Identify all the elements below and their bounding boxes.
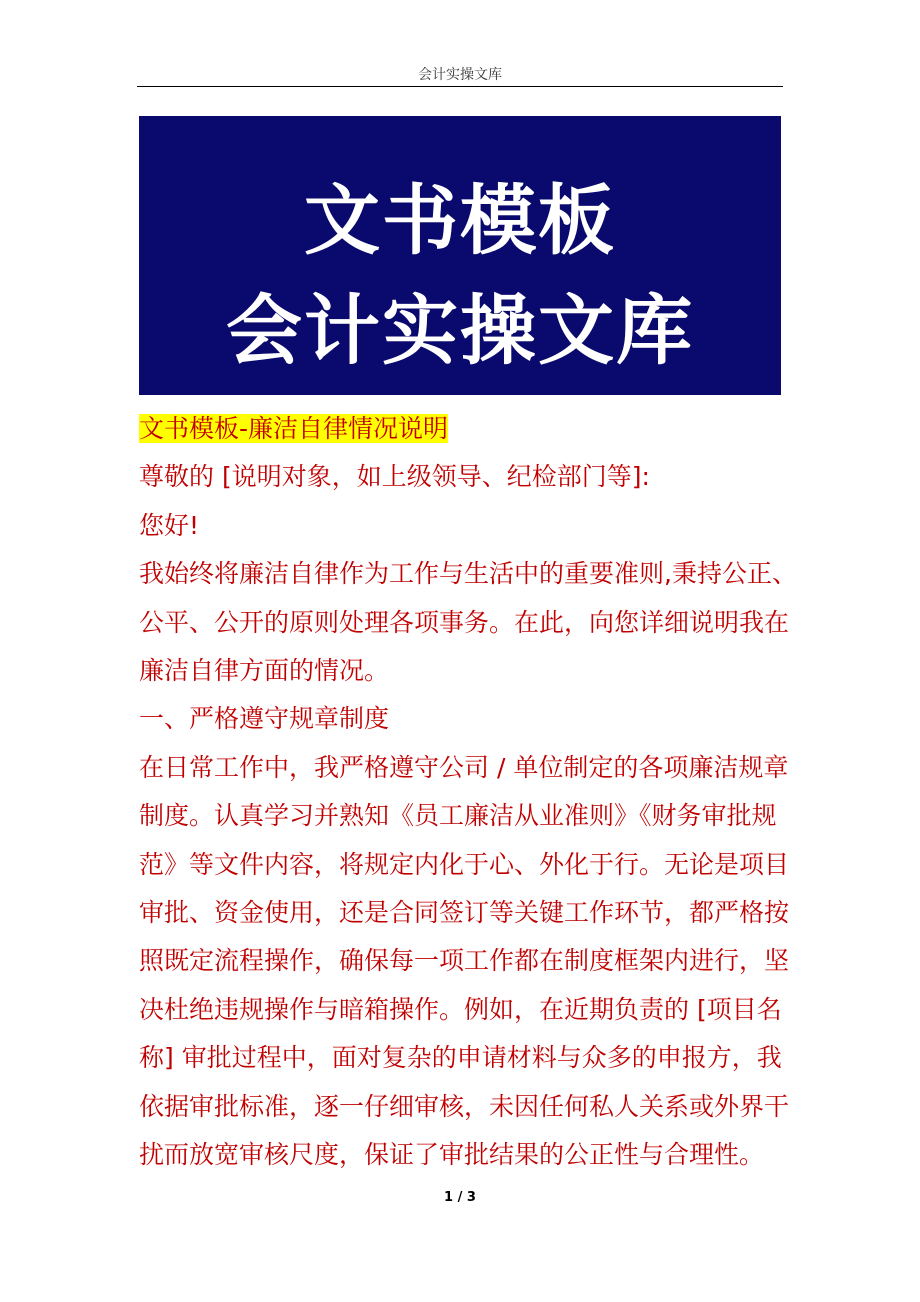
header-divider: [137, 86, 783, 87]
section-heading: 一、严格遵守规章制度: [139, 704, 390, 734]
paragraph-line: 公平、公开的原则处理各项事务。在此，向您详细说明我在: [139, 607, 790, 637]
salutation-line: 尊敬的 [说明对象，如上级领导、纪检部门等]:: [139, 462, 650, 492]
paragraph-line: 廉洁自律方面的情况。: [139, 656, 390, 686]
cover-banner: [139, 116, 781, 395]
document-body: [139, 405, 799, 1180]
paragraph-line: 依据审批标准，逐一仔细审核，未因任何私人关系或外界干: [139, 1091, 790, 1121]
paragraph-line: 我始终将廉洁自律作为工作与生活中的重要准则,秉持公正、: [139, 559, 797, 589]
page-number: 1 / 3: [444, 1190, 476, 1205]
paragraph-line: 范》等文件内容，将规定内化于心、外化于行。无论是项目: [139, 849, 790, 879]
paragraph-line: 称] 审批过程中，面对复杂的申请材料与众多的申报方，我: [139, 1043, 782, 1073]
paragraph-line: 制度。认真学习并熟知《员工廉洁从业准则》《财务审批规: [139, 801, 777, 831]
banner-title-line1: 文书模板: [304, 176, 616, 265]
document-title: 文书模板-廉洁自律情况说明: [139, 414, 449, 443]
paragraph-line: 照既定流程操作，确保每一项工作都在制度框架内进行，坚: [139, 946, 790, 976]
banner-title-line2: 会计实操文库: [226, 286, 694, 375]
paragraph-line: 扰而放宽审核尺度，保证了审批结果的公正性与合理性。: [139, 1140, 765, 1170]
greeting-line: 您好!: [139, 510, 200, 540]
paragraph-line: 在日常工作中，我严格遵守公司 / 单位制定的各项廉洁规章: [139, 752, 789, 782]
paragraph-line: 决杜绝违规操作与暗箱操作。例如，在近期负责的 [项目名: [139, 994, 782, 1024]
paragraph-line: 审批、资金使用，还是合同签订等关键工作环节，都严格按: [139, 898, 790, 928]
page-header-title: 会计实操文库: [418, 67, 502, 83]
